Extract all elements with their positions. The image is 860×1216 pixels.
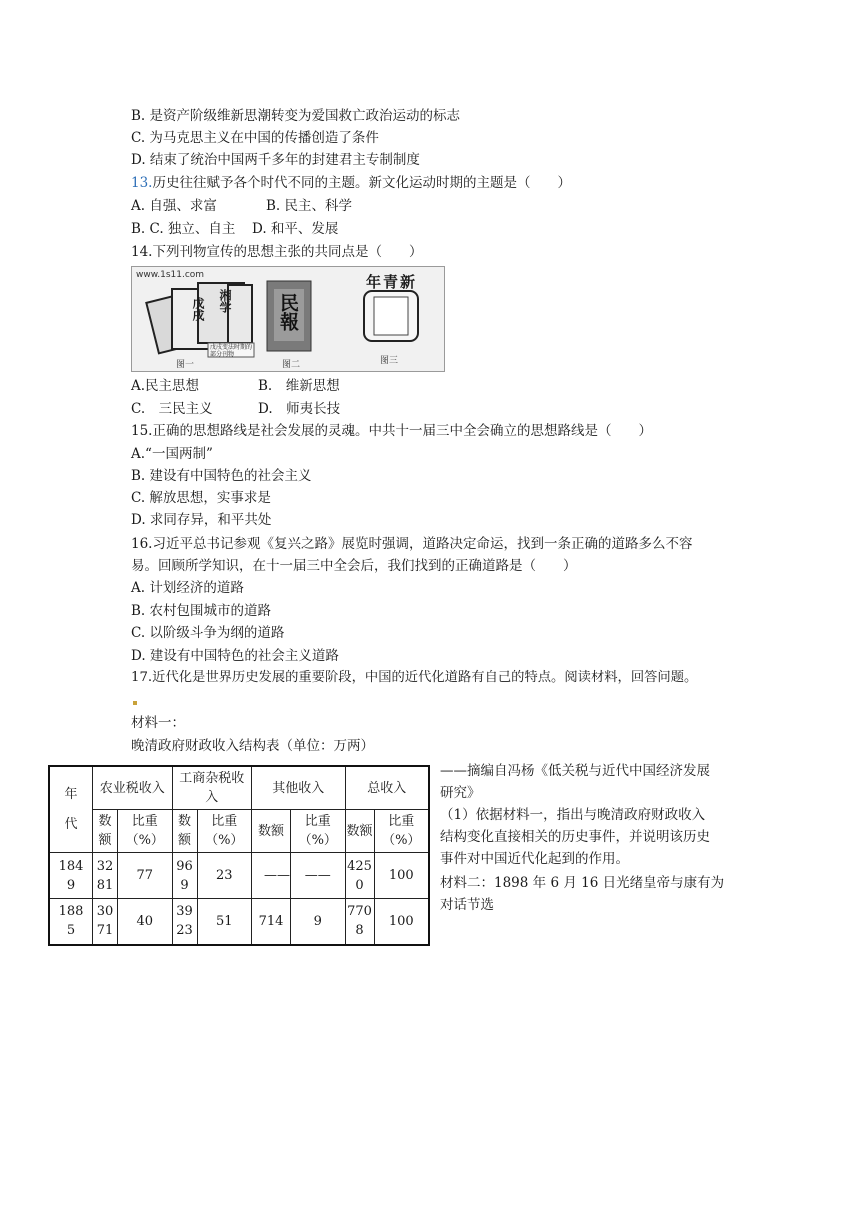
q13-option-d: D. 和平、发展 bbox=[252, 221, 339, 237]
q16-option-a: A. 计划经济的道路 bbox=[131, 580, 244, 596]
q14-option-b: B. 维新思想 bbox=[258, 378, 340, 394]
q13-option-b: B. 民主、科学 bbox=[266, 198, 353, 214]
question-16-stem-line2: 易。回顾所学知识，在十一届三中全会后，我们找到的正确道路是（ ） bbox=[131, 558, 577, 574]
option-c-prev: C. 为马克思主义在中国的传播创造了条件 bbox=[131, 130, 379, 146]
figure-watermark: www.1s11.com bbox=[136, 270, 205, 280]
subquestion-1-line2: 结构变化直接相关的历史事件，并说明该历史 bbox=[440, 829, 710, 845]
marker-dot bbox=[133, 701, 137, 705]
q14-option-c: C. 三民主义 bbox=[131, 401, 213, 417]
table-cell: 40 bbox=[118, 899, 173, 945]
table-subheader-ratio: 比重（%） bbox=[291, 810, 346, 853]
table-header-group-agri: 农业税收入 bbox=[93, 766, 173, 810]
panel1-label: 图一 bbox=[176, 360, 195, 370]
question-15-stem: 15.正确的思想路线是社会发展的灵魂。中共十一届三中全会确立的思想路线是（ ） bbox=[131, 423, 652, 439]
table-cell: 4250 bbox=[345, 853, 374, 899]
question-13-stem: 历史往往赋予各个时代不同的主题。新文化运动时期的主题是（ ） bbox=[152, 175, 571, 191]
panel1-caption-small: 戊戌变法时期的部分刊物 bbox=[210, 344, 253, 358]
panel2-label: 图二 bbox=[282, 360, 301, 370]
option-b-prev: B. 是资产阶级维新思潮转变为爱国救亡政治运动的标志 bbox=[131, 108, 461, 124]
table-cell: 100 bbox=[374, 853, 429, 899]
subquestion-1-line3: 事件对中国近代化起到的作用。 bbox=[440, 851, 629, 867]
table-row bbox=[49, 899, 429, 945]
source-line2: 研究》 bbox=[440, 785, 481, 801]
table-subheader-ratio: 比重（%） bbox=[118, 810, 173, 853]
q16-option-d: D. 建设有中国特色的社会主义道路 bbox=[131, 648, 339, 664]
material2-line2: 对话节选 bbox=[440, 897, 494, 913]
question-13 bbox=[131, 173, 571, 193]
table-cell: 714 bbox=[252, 899, 291, 945]
subquestion-1-line1: （1）依据材料一，指出与晚清政府财政收入 bbox=[440, 807, 706, 823]
table-subheader-amount: 数额 bbox=[345, 810, 374, 853]
table-subheader-ratio: 比重（%） bbox=[374, 810, 429, 853]
panel3-label: 图三 bbox=[380, 356, 399, 366]
table-header-group-other: 其他收入 bbox=[252, 766, 346, 810]
table-cell: 7708 bbox=[345, 899, 374, 945]
q13-option-a: A. 自强、求富 bbox=[131, 198, 217, 214]
panel3-title: 年青新 bbox=[366, 273, 418, 291]
table-cell: —— bbox=[291, 853, 346, 899]
panel1-title-a: 戊戌 bbox=[191, 297, 205, 321]
table-cell: 100 bbox=[374, 899, 429, 945]
table-subheader-ratio: 比重（%） bbox=[197, 810, 252, 853]
q14-option-a: A.民主思想 bbox=[131, 378, 200, 394]
table-cell-year: 1849 bbox=[49, 853, 93, 899]
q15-option-c: C. 解放思想，实事求是 bbox=[131, 490, 271, 506]
table-cell: 3071 bbox=[93, 899, 118, 945]
panel1-title-b: 湘学 bbox=[218, 289, 232, 313]
table-cell: 77 bbox=[118, 853, 173, 899]
table-title: 晚清政府财政收入结构表（单位：万两） bbox=[131, 738, 374, 754]
q16-option-b: B. 农村包围城市的道路 bbox=[131, 603, 272, 619]
table-cell: —— bbox=[252, 853, 291, 899]
material1-label: 材料一： bbox=[131, 715, 185, 731]
table-header-year: 年代 bbox=[49, 766, 93, 853]
question-13-number: 13. bbox=[131, 175, 153, 191]
panel2-title: 民報 bbox=[277, 293, 299, 331]
table-cell-year: 1885 bbox=[49, 899, 93, 945]
table-row bbox=[49, 853, 429, 899]
table-cell: 51 bbox=[197, 899, 252, 945]
table-cell: 23 bbox=[197, 853, 252, 899]
revenue-table bbox=[48, 765, 430, 946]
q15-option-d: D. 求同存异，和平共处 bbox=[131, 512, 272, 528]
material2-line1: 材料二：1898 年 6 月 16 日光绪皇帝与康有为 bbox=[440, 875, 725, 891]
q13-option-c: B. C. 独立、自主 bbox=[131, 221, 236, 237]
table-header-group-total: 总收入 bbox=[345, 766, 429, 810]
table-cell: 3281 bbox=[93, 853, 118, 899]
table-header-group-commerce: 工商杂税收入 bbox=[172, 766, 252, 810]
option-d-prev: D. 结束了统治中国两千多年的封建君主专制制度 bbox=[131, 152, 420, 168]
question-17-stem: 17.近代化是世界历史发展的重要阶段，中国的近代化道路有自己的特点。阅读材料，回答问题。 bbox=[131, 670, 698, 685]
question-14-stem: 14.下列刊物宣传的思想主张的共同点是（ ） bbox=[131, 244, 423, 260]
question-16-stem-line1: 16.习近平总书记参观《复兴之路》展览时强调，道路决定命运，找到一条正确的道路多么不容 bbox=[131, 536, 693, 552]
q15-option-b: B. 建设有中国特色的社会主义 bbox=[131, 468, 312, 484]
table-cell: 969 bbox=[172, 853, 197, 899]
source-line1: ——摘编自冯杨《低关税与近代中国经济发展 bbox=[440, 763, 710, 779]
table-subheader-amount: 数额 bbox=[172, 810, 197, 853]
table-cell: 9 bbox=[291, 899, 346, 945]
q16-option-c: C. 以阶级斗争为纲的道路 bbox=[131, 625, 285, 641]
table-subheader-amount: 数额 bbox=[252, 810, 291, 853]
table-subheader-amount: 数额 bbox=[93, 810, 118, 853]
q14-figure bbox=[131, 266, 445, 372]
table-cell: 3923 bbox=[172, 899, 197, 945]
q14-option-d: D. 师夷长技 bbox=[258, 401, 341, 417]
q15-option-a: A.“一国两制” bbox=[131, 446, 213, 462]
